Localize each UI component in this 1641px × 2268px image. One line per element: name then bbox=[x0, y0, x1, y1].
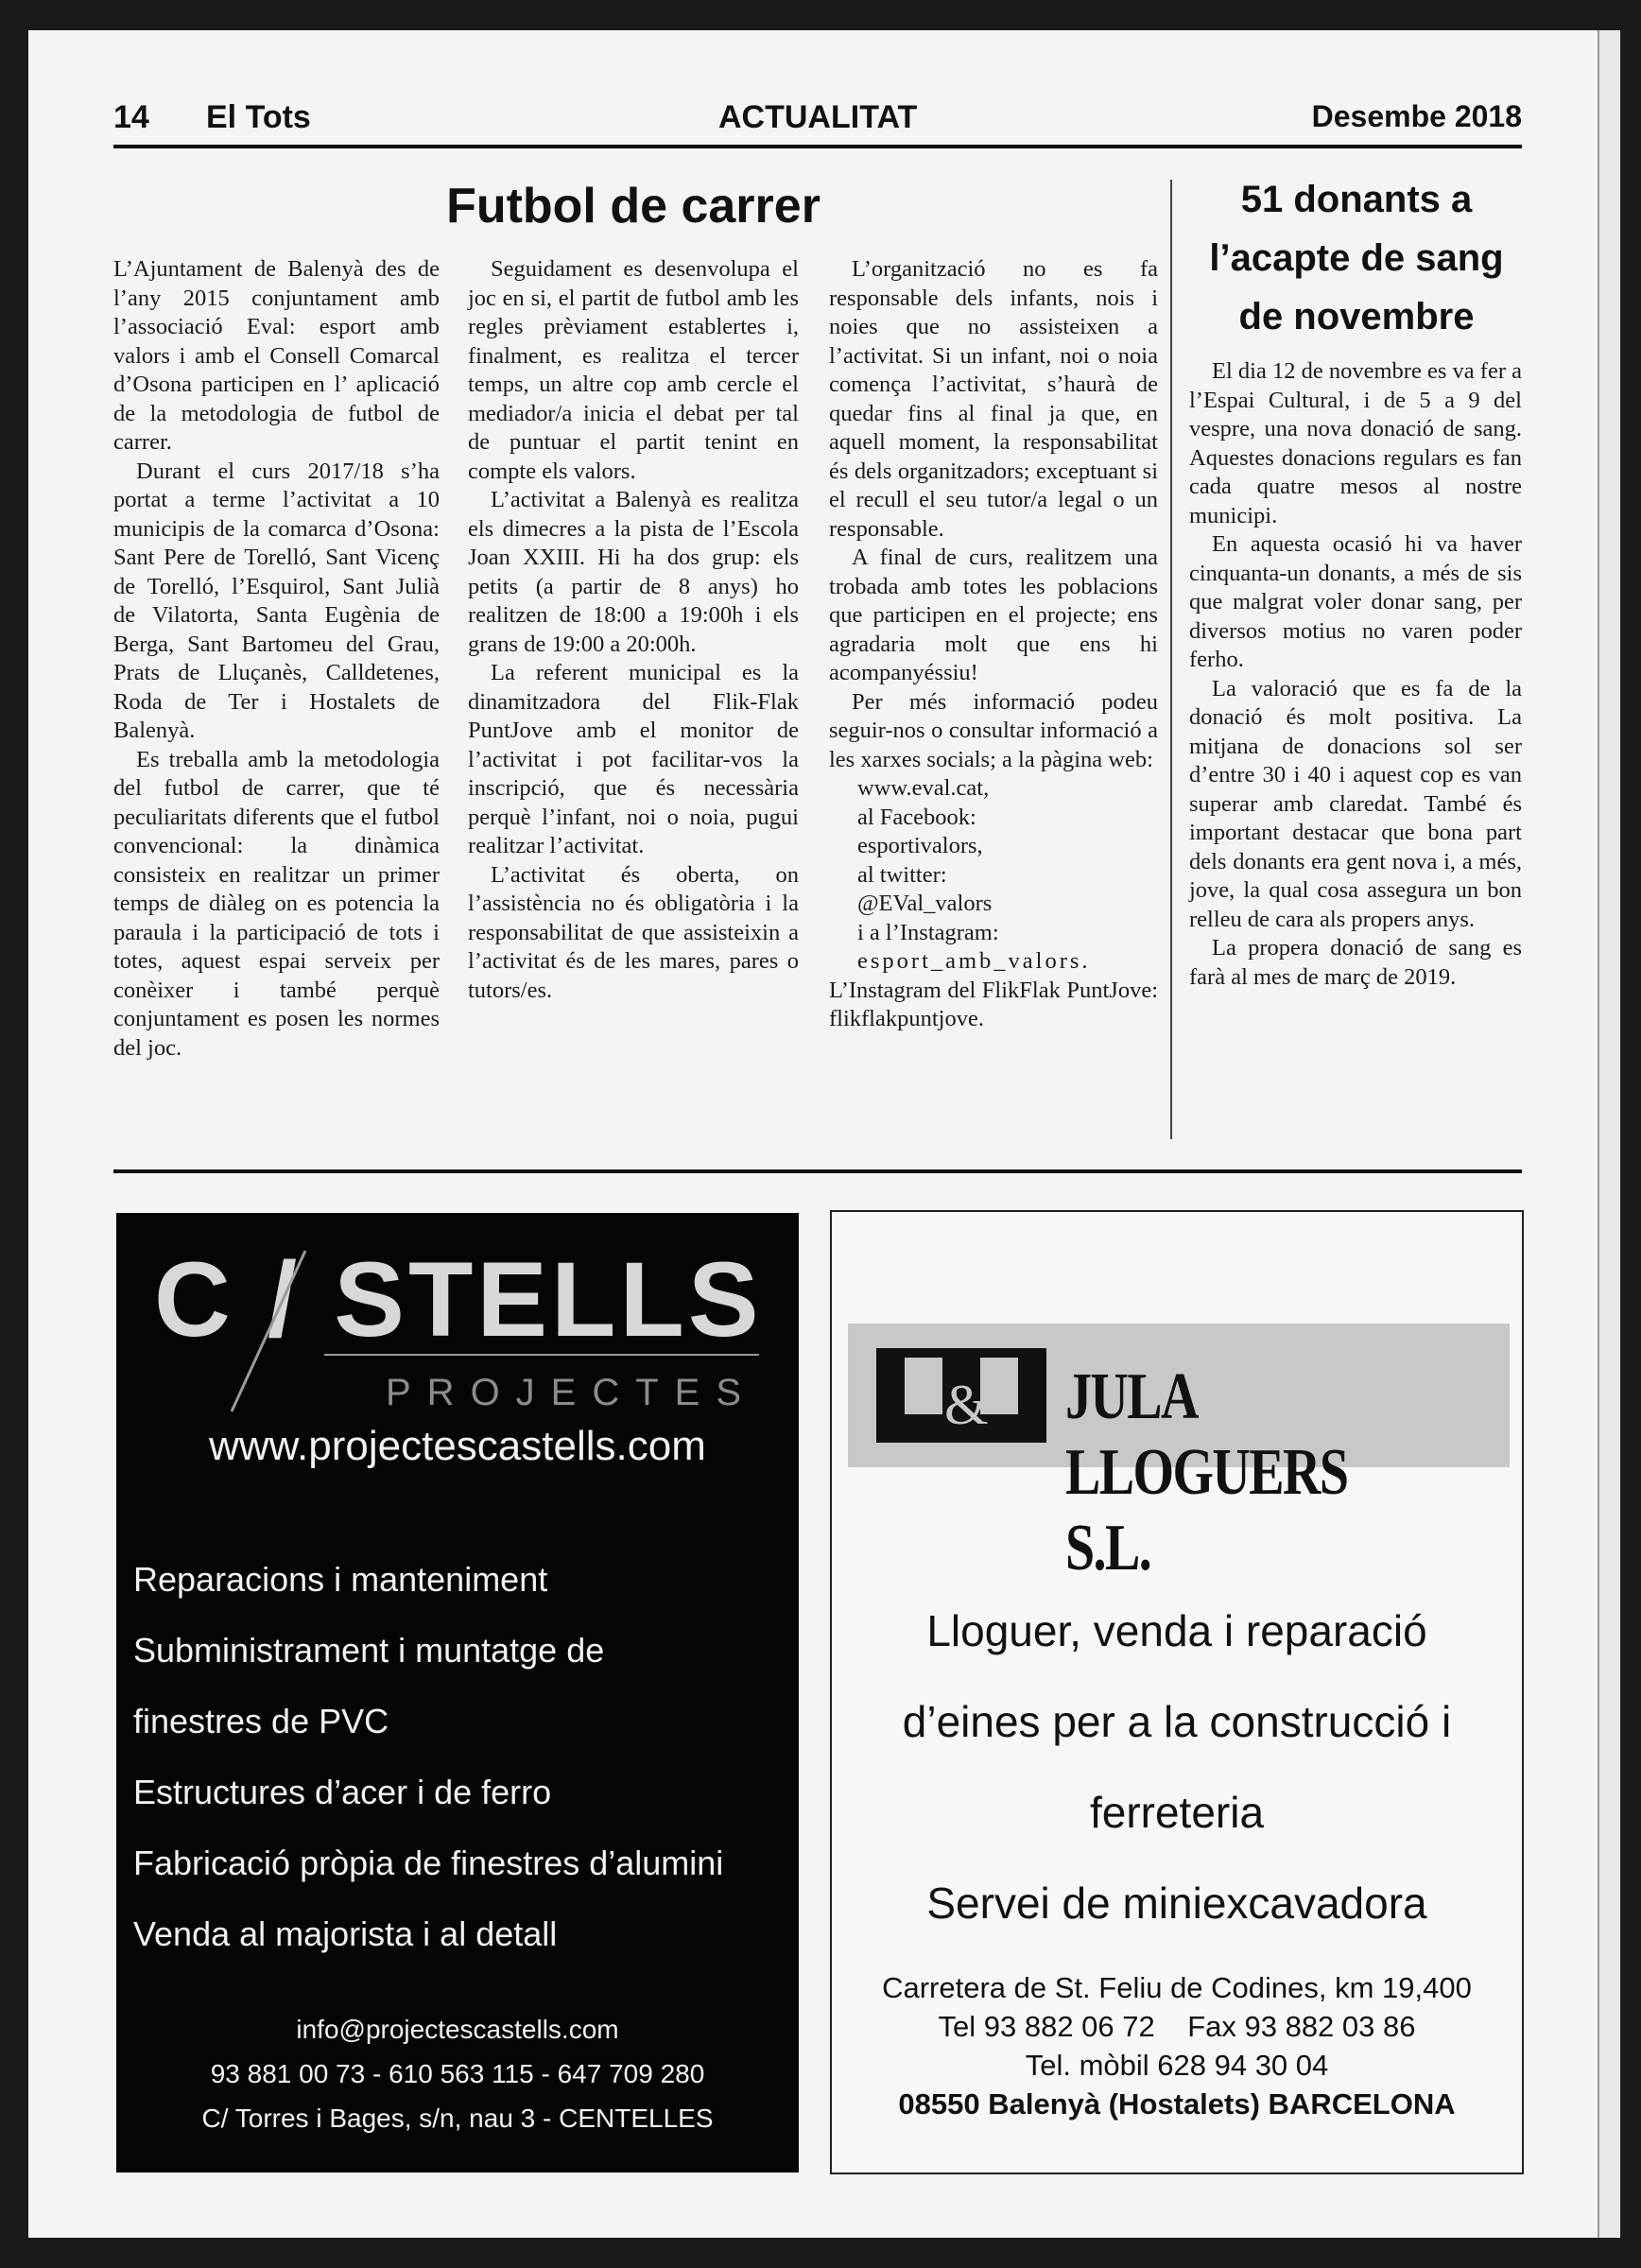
paragraph: La valoració que es fa de la donació és molt positiva. La mitjana de donacions sol ser d’entre 30 i 40 i aquest cop es van superar amb claredat. També és important destacar que bona part dels donants era gent nova i, a més, jove, la qual cosa assegura un bon relleu de cara als propers anys. bbox=[1189, 675, 1522, 932]
article-column-2 bbox=[468, 255, 799, 1005]
link-line: esportivalors, bbox=[857, 833, 983, 858]
next-page-edge bbox=[1598, 30, 1620, 2238]
paragraph: L’activitat a Balenyà es realitza els dimecres a la pista de l’Escola Joan XXIII. Hi ha dos grup: els petits (a partir de 8 anys) ho realitzen de 18:00 a 19:00h i els grans de 19:00 a 20:00h. bbox=[468, 487, 799, 657]
address-block bbox=[832, 1968, 1522, 2123]
services-list bbox=[133, 1544, 795, 1969]
jula-logo-mark bbox=[876, 1339, 1065, 1452]
logo-subtitle: PROJECTES bbox=[386, 1372, 758, 1413]
paragraph: L’activitat és oberta, on l’assistència no és obligatòria i la responsabilitat de que assisteixin a l’activitat és de les mares, pares o tutors/es. bbox=[468, 861, 799, 1003]
description-line: ferreteria bbox=[1089, 1788, 1265, 1837]
address-line: Tel 93 882 06 72 Fax 93 882 03 86 bbox=[938, 2010, 1416, 2043]
title-line: l’acapte de sang bbox=[1209, 237, 1504, 279]
description-line: Lloguer, venda i reparació bbox=[926, 1606, 1427, 1655]
service-item: Reparacions i manteniment bbox=[133, 1560, 548, 1599]
paragraph: La referent municipal es la dinamitzadora del Flik-Flak PuntJove amb el monitor de l’activitat i pot facilitar-vos la inscripció, que és necessària perquè l’infant, noi o noia, pugui realitzar l’activitat. bbox=[468, 660, 799, 858]
company-name: JULA LLOGUERS S.L. bbox=[1065, 1360, 1348, 1584]
link-line: www.eval.cat, bbox=[857, 775, 990, 801]
article-column-3 bbox=[829, 255, 1158, 1034]
side-article-title bbox=[1182, 170, 1531, 346]
paragraph: Es treballa amb la metodologia del futbol de carrer, que té peculiaritats diferents que el futbol convencional: la dinàmica consisteix en realitzar un primer temps de diàleg on es potencia la paraula i la participació de tots i totes, aquest espai serveix per conèixer i també perquè conjuntament es posen les normes del joc. bbox=[113, 746, 440, 1061]
paragraph: Seguidament es desenvolupa el joc en si, el partit de futbol amb les regles prèviament establertes i, finalment, es realitza el tercer temps, un altre cop amb cercle el mediador/a inicia el debat per tal de puntuar el partit tenint en compte els valors. bbox=[468, 256, 799, 484]
paragraph: Per més informació podeu seguir-nos o consultar informació a les xarxes socials; a la pàgina web: bbox=[829, 688, 1158, 772]
address-line: Tel. mòbil 628 94 30 04 bbox=[1025, 2049, 1329, 2082]
paragraph: En aquesta ocasió hi va haver cinquanta-un donants, a més de sis que malgrat voler donar sang, per diversos motius no varen poder ferho. bbox=[1189, 531, 1522, 672]
phone-numbers: 93 881 00 73 - 610 563 115 - 647 709 280 bbox=[210, 2059, 705, 2088]
title-line: 51 donants a bbox=[1240, 179, 1473, 220]
address: C/ Torres i Bages, s/n, nau 3 - CENTELLES bbox=[201, 2104, 714, 2133]
jula-logo-banner bbox=[848, 1324, 1510, 1584]
link-line: al Facebook: bbox=[857, 804, 976, 830]
service-item: Estructures d’acer i de ferro bbox=[133, 1773, 552, 1811]
section-rule bbox=[113, 1169, 1522, 1173]
description-line: d’eines per a la construcció i bbox=[902, 1697, 1452, 1746]
city-line: 08550 Balenyà (Hostalets) BARCELONA bbox=[898, 2087, 1456, 2121]
contact-block bbox=[116, 2007, 799, 2140]
logo-inner bbox=[905, 1358, 942, 1414]
castells-advertisement bbox=[116, 1213, 799, 2173]
service-item: Subministrament i muntatge de bbox=[133, 1631, 605, 1670]
paragraph: L’Instagram del FlikFlak PuntJove: flikflakpuntjove. bbox=[829, 977, 1158, 1031]
article-column-1 bbox=[113, 255, 440, 1063]
paragraph: L’Ajuntament de Balenyà des de l’any 2015 conjuntament amb l’associació Eval: esport amb valors i amb el Consell Comarcal d’Osona participen en l’ aplicació de la metodologia de futbol de carrer. bbox=[113, 256, 440, 455]
page-header bbox=[113, 99, 1522, 147]
service-item: Fabricació pròpia de finestres d’alumini bbox=[133, 1844, 724, 1882]
website-url[interactable]: www.projectescastells.com bbox=[209, 1423, 706, 1469]
link-line: @EVal_valors bbox=[857, 891, 993, 916]
service-item: finestres de PVC bbox=[133, 1702, 389, 1740]
section-title: ACTUALITAT bbox=[718, 99, 918, 135]
header-rule bbox=[113, 145, 1522, 148]
link-line: i a l’Instagram: bbox=[857, 919, 999, 945]
logo-wordmark: C / STELLS bbox=[154, 1240, 763, 1359]
castells-logo bbox=[154, 1232, 778, 1421]
issue-date: Desembe 2018 bbox=[1311, 99, 1522, 133]
page-number: 14 bbox=[113, 99, 149, 135]
description-line: Servei de miniexcavadora bbox=[926, 1878, 1427, 1928]
link-line: esport_amb_valors. bbox=[857, 948, 1091, 974]
publication-name: El Tots bbox=[206, 99, 311, 135]
social-links bbox=[829, 774, 1158, 977]
paragraph: L’organització no es fa responsable dels infants, nois i noies que no assisteixen a l’activitat. Si un infant, noi o noia comença l’activitat, s’haurà de quedar fins al final ja que, en aquell moment, la responsabilitat és dels organitzadors; exceptuant si el recull el seu tutor/a legal o un responsable. bbox=[829, 256, 1158, 542]
email[interactable]: info@projectescastells.com bbox=[296, 2015, 619, 2044]
service-description bbox=[832, 1585, 1522, 1948]
title-line: de novembre bbox=[1238, 296, 1475, 338]
paragraph: A final de curs, realitzem una trobada amb totes les poblacions que participen en el projecte; ens agradaria molt que ens hi acompanyéssiu! bbox=[829, 545, 1158, 685]
link-line: al twitter: bbox=[857, 861, 947, 888]
article-title: Futbol de carrer bbox=[446, 179, 820, 234]
jula-advertisement bbox=[830, 1210, 1524, 2174]
paragraph: El dia 12 de novembre es va fer a l’Espai Cultural, i de 5 a 9 del vespre, una nova donació de sang. Aquestes donacions regulars es fan cada quatre mesos al nostre municipi. bbox=[1189, 358, 1522, 528]
address-line: Carretera de St. Feliu de Codines, km 19,400 bbox=[882, 1971, 1472, 2004]
side-article-column bbox=[1189, 357, 1522, 992]
service-item: Venda al majorista i al detall bbox=[133, 1914, 558, 1953]
paragraph: La propera donació de sang es farà al mes de març de 2019. bbox=[1189, 935, 1522, 990]
paragraph: Durant el curs 2017/18 s’ha portat a terme l’activitat a 10 municipis de la comarca d’Osona: Sant Pere de Torelló, Sant Vicenç de Torelló, l’Esquirol, Sant Julià de Vilatorta, Santa Eugènia de Berga, Sant Bartomeu del Grau, Prats de Lluçanès, Calldetenes, Roda de Ter i Hostalets de Balenyà. bbox=[113, 458, 440, 743]
logo-amp: & bbox=[944, 1374, 989, 1436]
column-divider bbox=[1170, 180, 1172, 1139]
